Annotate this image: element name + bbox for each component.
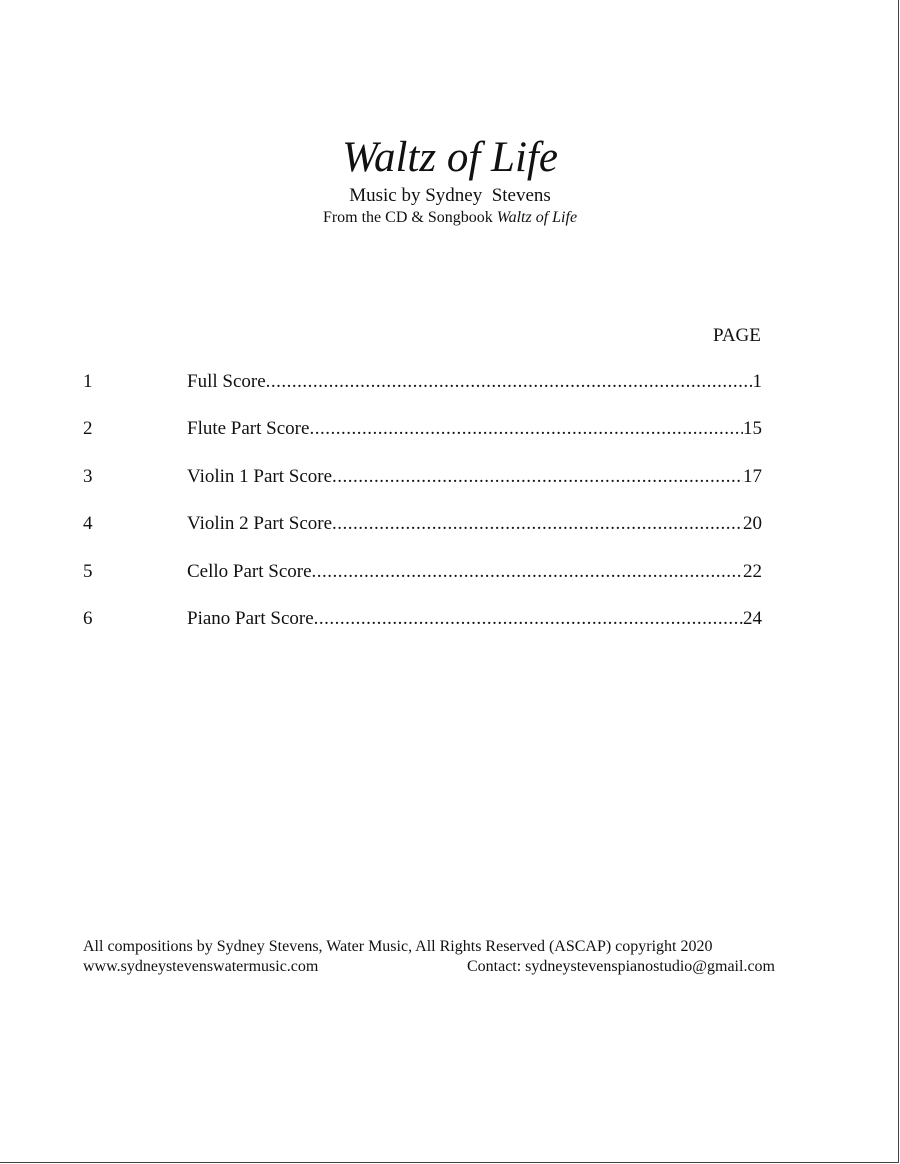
toc-label: Cello Part Score	[187, 560, 312, 582]
toc-page-number: 1	[752, 371, 762, 392]
toc-page-number: 15	[743, 418, 762, 440]
page-column-header: PAGE	[713, 325, 761, 346]
table-of-contents	[83, 370, 773, 654]
composer-credit: Music by Sydney Stevens	[349, 185, 551, 206]
contact-email[interactable]: Contact: sydneystevenspianostudio@gmail.com	[466, 958, 775, 975]
toc-label: Piano Part Score	[187, 607, 314, 629]
toc-label: Violin 1 Part Score	[187, 465, 333, 487]
toc-page-number: 24	[743, 607, 762, 629]
toc-number: 5	[83, 560, 93, 582]
toc-row	[83, 607, 773, 654]
toc-row	[83, 465, 773, 512]
website-link[interactable]: www.sydneystevenswatermusic.com	[83, 958, 319, 975]
toc-label: Violin 2 Part Score	[187, 513, 333, 535]
toc-number: 1	[83, 371, 93, 392]
toc-entry	[187, 417, 762, 441]
source-line	[0, 208, 900, 228]
toc-number: 6	[83, 607, 93, 629]
toc-page-number: 17	[743, 465, 762, 487]
toc-leader-dots	[266, 370, 753, 394]
toc-entry	[187, 607, 762, 631]
toc-entry	[187, 465, 762, 489]
source-prefix: From the CD & Songbook	[322, 209, 497, 226]
toc-row	[83, 370, 773, 417]
footer	[83, 937, 775, 977]
toc-leader-dots	[332, 465, 743, 489]
toc-leader-dots	[309, 417, 743, 441]
toc-page-number: 22	[743, 560, 762, 582]
toc-entry	[187, 512, 762, 536]
toc-row	[83, 512, 773, 559]
toc-label: Full Score	[187, 371, 266, 392]
toc-leader-dots	[332, 512, 743, 536]
toc-label: Flute Part Score	[187, 418, 310, 440]
toc-number: 2	[83, 418, 93, 440]
toc-number: 4	[83, 513, 93, 535]
footer-contact-line	[83, 957, 775, 977]
toc-row	[83, 417, 773, 464]
copyright-notice: All compositions by Sydney Stevens, Water Music, All Rights Reserved (ASCAP) copyright 2020	[83, 938, 713, 955]
toc-entry	[187, 560, 762, 584]
source-album-title: Waltz of Life	[496, 209, 578, 226]
toc-entry	[187, 370, 762, 394]
toc-leader-dots	[312, 560, 743, 584]
toc-row	[83, 560, 773, 607]
toc-leader-dots	[314, 607, 743, 631]
toc-number: 3	[83, 465, 93, 487]
toc-page-number: 20	[743, 513, 762, 535]
document-title: Waltz of Life	[342, 134, 558, 181]
